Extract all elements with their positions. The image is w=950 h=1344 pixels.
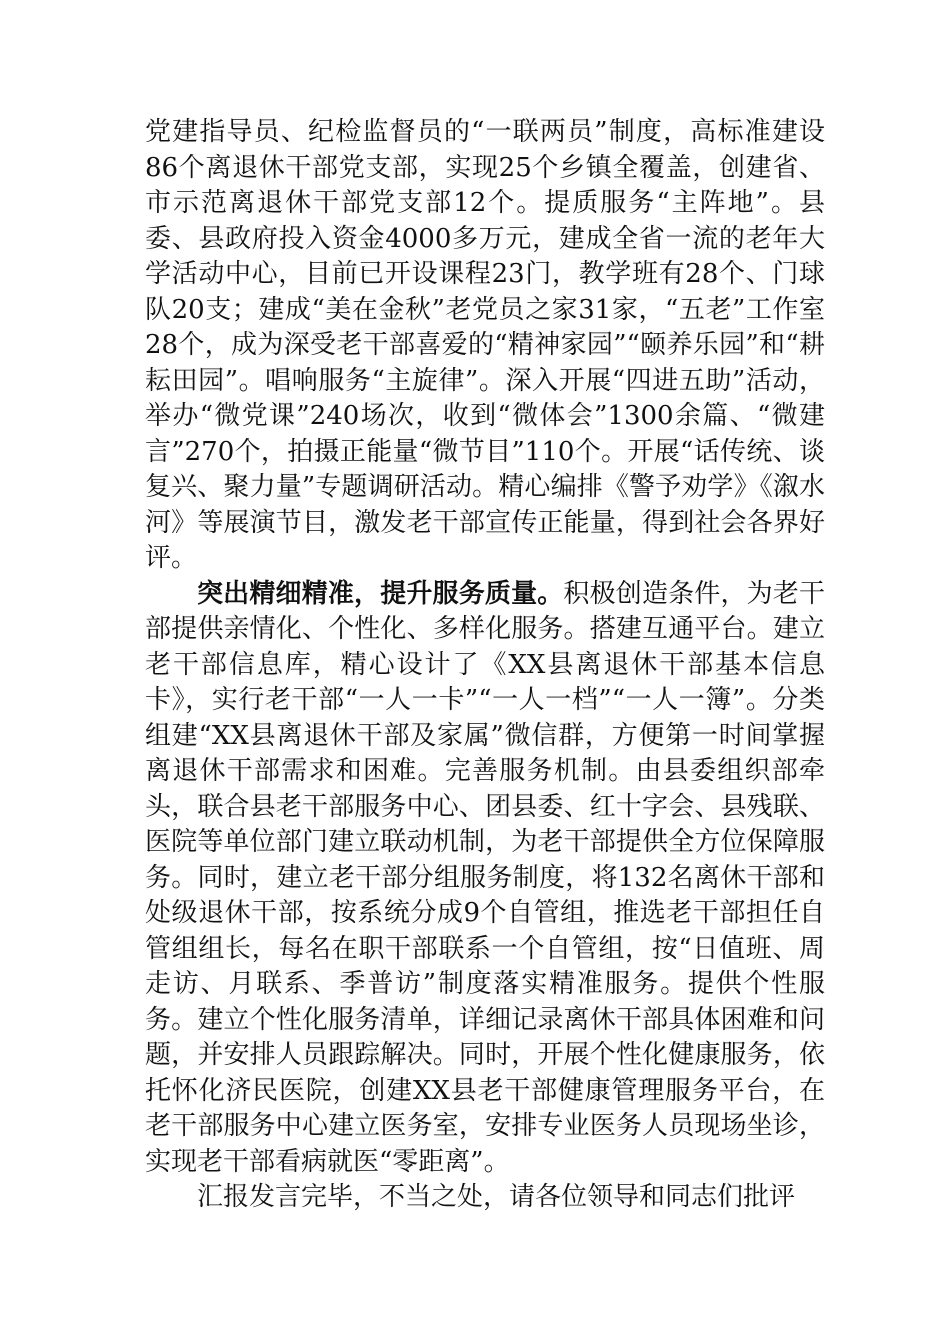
paragraph-service-quality — [145, 577, 825, 1181]
paragraph-text: 积极创造条件，为老干部提供亲情化、个性化、多样化服务。搭建互通平台。建立老干部信息库，精心设计了《XX县离退休干部基本信息卡》，实行老干部“一人一卡”“一人一档”“一人一簿”。分类组建“XX县离退休干部及家属”微信群，方便第一时间掌握离退休干部需求和困难。完善服务机制。由县委组织部牵头，联合县老干部服务中心、团县委、红十字会、县残联、医院等单位部门建立联动机制，为老干部提供全方位保障服务。同时，建立老干部分组服务制度，将132名离休干部和处级退休干部，按系统分成9个自管组，推选老干部担任自管组组长，每名在职干部联系一个自管组，按“日值班、周走访、月联系、季普访”制度落实精准服务。提供个性服务。建立个性化服务清单，详细记录离休干部具体困难和问题，并安排人员跟踪解决。同时，开展个性化健康服务，依托怀化济民医院，创建XX县老干部健康管理服务平台，在老干部服务中心建立医务室，安排专业医务人员现场坐诊，实现老干部看病就医“零距离”。 — [145, 578, 825, 1177]
paragraph-heading: 突出精细精准，提升服务质量。 — [197, 578, 564, 609]
paragraph-continuation — [145, 115, 825, 577]
document-body — [145, 115, 825, 1216]
paragraph-text: 汇报发言完毕，不当之处，请各位领导和同志们批评 — [197, 1182, 796, 1212]
paragraph-text: 党建指导员、纪检监督员的“一联两员”制度，高标准建设86个离退休干部党支部，实现25个乡镇全覆盖，创建省、市示范离退休干部党支部12个。提质服务“主阵地”。县委、县政府投入资金4000多万元，建成全省一流的老年大学活动中心，目前已开设课程23门，教学班有28个、门球队20支；建成“美在金秋”老党员之家31家，“五老”工作室28个，成为深受老干部喜爱的“精神家园”“颐养乐园”和“耕耘田园”。唱响服务“主旋律”。深入开展“四进五助”活动，举办“微党课”240场次，收到“微体会”1300余篇、“微建言”270个，拍摄正能量“微节目”110个。开展“话传统、谈复兴、聚力量”专题调研活动。精心编排《警予劝学》《溆水河》等展演节目，激发老干部宣传正能量，得到社会各界好评。 — [145, 117, 825, 573]
paragraph-closing — [145, 1180, 825, 1216]
